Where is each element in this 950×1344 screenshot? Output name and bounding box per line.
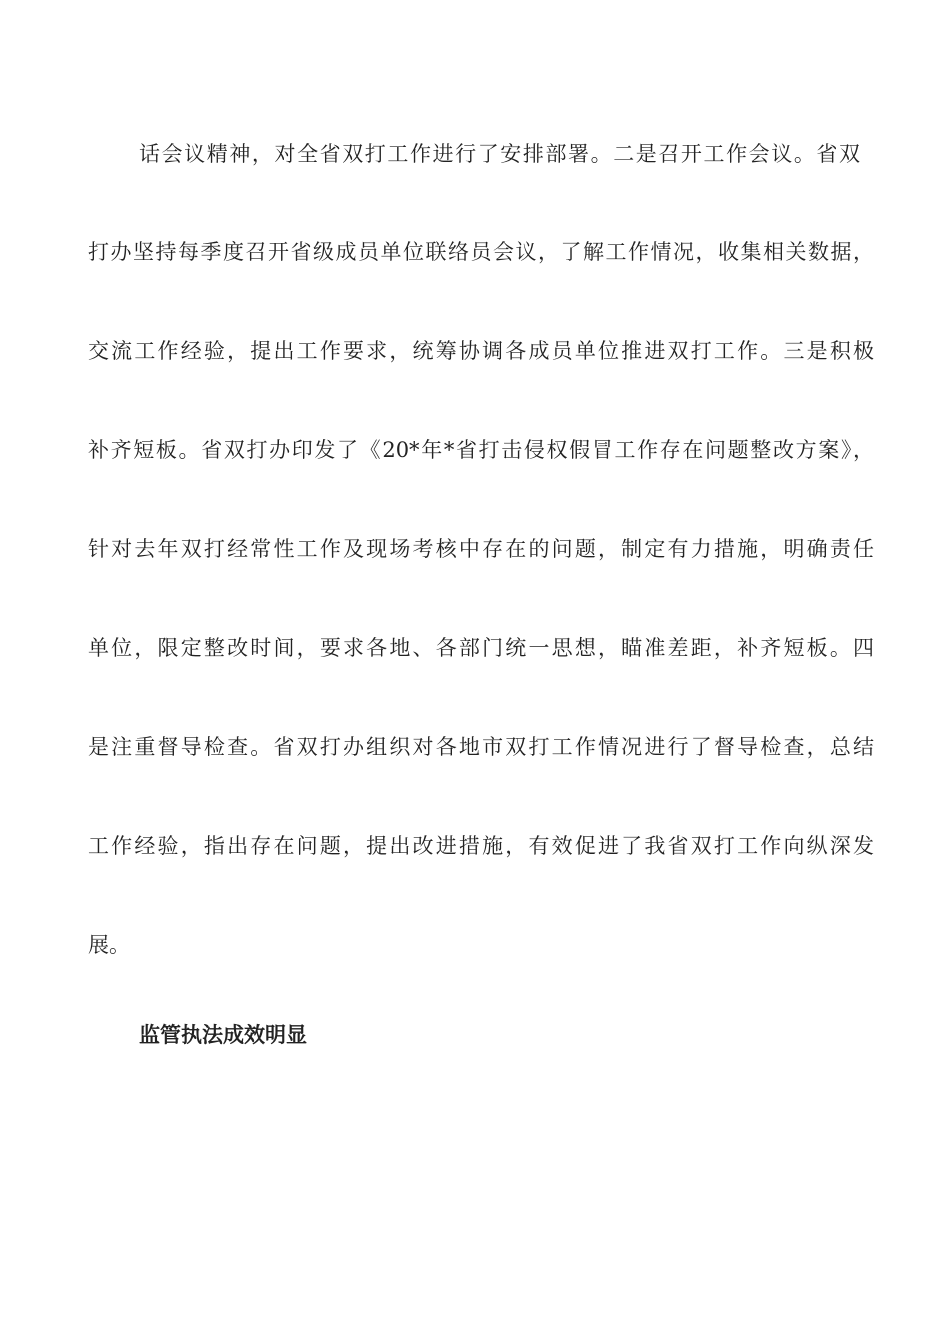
paragraph-line-5: 针对去年双打经常性工作及现场考核中存在的问题，制定有力措施，明确责任	[88, 537, 874, 561]
paragraph-line-2: 打办坚持每季度召开省级成员单位联络员会议，了解工作情况，收集相关数据，	[88, 240, 874, 264]
paragraph-line-4: 补齐短板。省双打办印发了《20*年*省打击侵权假冒工作存在问题整改方案》，	[88, 438, 874, 462]
section-heading: 监管执法成效明显	[139, 1022, 307, 1047]
paragraph-line-8: 工作经验，指出存在问题，提出改进措施，有效促进了我省双打工作向纵深发	[88, 834, 874, 858]
paragraph-line-1: 话会议精神，对全省双打工作进行了安排部署。二是召开工作会议。省双	[139, 142, 860, 166]
paragraph-line-3: 交流工作经验，提出工作要求，统筹协调各成员单位推进双打工作。三是积极	[88, 339, 874, 363]
paragraph-line-6: 单位，限定整改时间，要求各地、各部门统一思想，瞄准差距，补齐短板。四	[88, 636, 874, 660]
paragraph-line-7: 是注重督导检查。省双打办组织对各地市双打工作情况进行了督导检查，总结	[88, 735, 874, 759]
paragraph-line-9: 展。	[88, 933, 130, 957]
